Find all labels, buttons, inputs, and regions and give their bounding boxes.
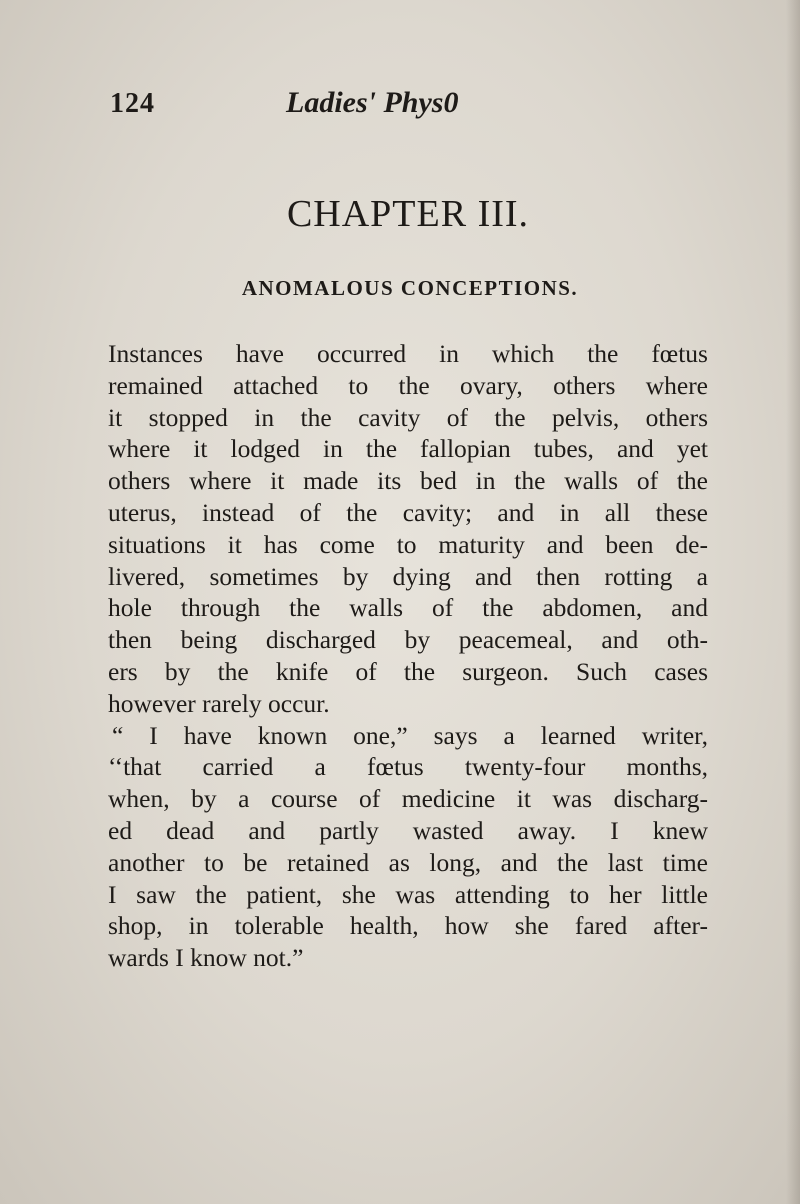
page-edge-shadow	[786, 0, 800, 1204]
body-text	[108, 338, 708, 974]
text-line: when, by a course of medicine it was discharg-	[108, 784, 708, 814]
page-header	[110, 78, 710, 126]
text-line: uterus, instead of the cavity; and in all these	[108, 497, 708, 527]
text-line: it stopped in the cavity of the pelvis, others	[108, 402, 708, 432]
text-line: ed dead and partly wasted away. I knew	[108, 815, 708, 845]
text-line: ers by the knife of the surgeon. Such cases	[108, 656, 708, 686]
text-line: others where it made its bed in the walls of the	[108, 466, 708, 496]
text-line: shop, in tolerable health, how she fared after-	[108, 911, 708, 941]
running-title: Ladies' Phys0	[286, 86, 459, 119]
text-line: livered, sometimes by dying and then rotting a	[108, 561, 708, 591]
text-line: however rarely occur.	[108, 688, 330, 718]
text-line: “ I have known one,” says a learned writer,	[112, 720, 708, 750]
text-line: situations it has come to maturity and been de-	[108, 529, 708, 559]
text-line: I saw the patient, she was attending to her little	[108, 879, 708, 909]
text-line: remained attached to the ovary, others where	[108, 370, 708, 400]
text-line: another to be retained as long, and the last time	[108, 847, 708, 877]
page-number: 124	[110, 88, 155, 119]
chapter-title: CHAPTER III.	[286, 193, 530, 235]
text-line: hole through the walls of the abdomen, and	[108, 593, 708, 623]
text-line: then being discharged by peacemeal, and oth-	[108, 625, 708, 655]
text-line: ‘‘that carried a fœtus twenty-four months,	[108, 752, 708, 782]
text-line: where it lodged in the fallopian tubes, and yet	[108, 434, 708, 464]
text-line: wards I know not.”	[108, 943, 304, 973]
chapter-subtitle: ANOMALOUS CONCEPTIONS.	[241, 276, 579, 300]
text-line: Instances have occurred in which the fœtus	[108, 339, 708, 368]
